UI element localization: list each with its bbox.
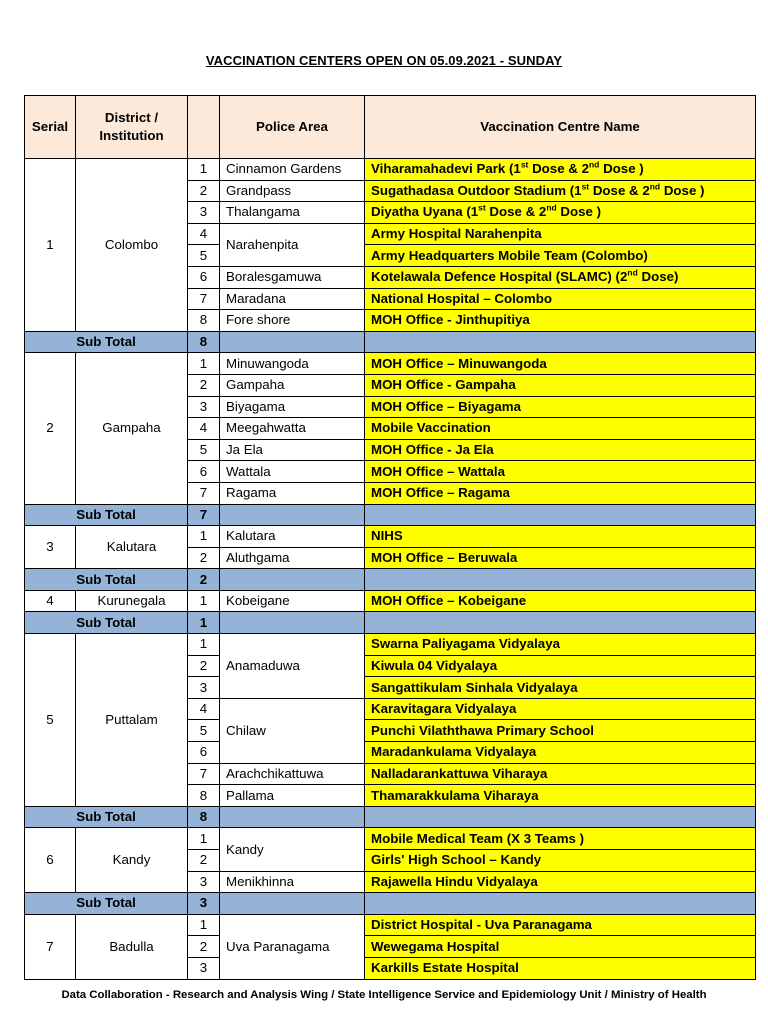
centre-cell: Kiwula 04 Vidyalaya [365, 655, 756, 677]
subtotal-row [25, 569, 756, 591]
superscript: st [520, 159, 529, 170]
serial-cell: 5 [25, 634, 76, 807]
header-serial: Serial [25, 96, 76, 159]
police-area-cell: Boralesgamuwa [220, 266, 365, 288]
subtotal-row [25, 331, 756, 353]
police-area-cell: Thalangama [220, 202, 365, 224]
police-area-cell: Anamaduwa [220, 634, 365, 699]
subtotal-empty [220, 612, 365, 634]
subtotal-empty [220, 893, 365, 915]
row-number: 1 [188, 353, 220, 375]
centre-cell: MOH Office – Wattala [365, 461, 756, 483]
header-police-area: Police Area [220, 96, 365, 159]
subtotal-empty [220, 569, 365, 591]
serial-cell: 2 [25, 353, 76, 504]
row-number: 3 [188, 871, 220, 893]
row-number: 6 [188, 266, 220, 288]
police-area-cell: Narahenpita [220, 223, 365, 266]
district-cell: Gampaha [76, 353, 188, 504]
subtotal-label: Sub Total [25, 612, 188, 634]
header-centre-name: Vaccination Centre Name [365, 96, 756, 159]
centre-cell [365, 266, 756, 288]
row-number: 7 [188, 482, 220, 504]
superscript: st [581, 181, 590, 192]
police-area-cell: Kalutara [220, 526, 365, 548]
centre-cell: Mobile Vaccination [365, 418, 756, 440]
header-district: District / Institution [76, 96, 188, 159]
police-area-cell: Chilaw [220, 698, 365, 763]
superscript: nd [649, 181, 661, 192]
centre-cell: Punchi Vilaththawa Primary School [365, 720, 756, 742]
subtotal-empty [365, 331, 756, 353]
row-number: 5 [188, 720, 220, 742]
centre-text: Dose ) [660, 182, 705, 198]
subtotal-value: 8 [188, 331, 220, 353]
subtotal-label: Sub Total [25, 569, 188, 591]
row-number: 2 [188, 547, 220, 569]
subtotal-empty [220, 504, 365, 526]
police-area-cell: Gampaha [220, 374, 365, 396]
table-header-row [25, 96, 756, 159]
police-area-cell: Pallama [220, 785, 365, 807]
row-number: 5 [188, 439, 220, 461]
police-area-cell: Meegahwatta [220, 418, 365, 440]
row-number: 6 [188, 742, 220, 764]
row-number: 1 [188, 590, 220, 612]
table-row [25, 353, 756, 375]
police-area-cell: Ja Ela [220, 439, 365, 461]
centre-cell [365, 180, 756, 202]
centre-cell: MOH Office – Ragama [365, 482, 756, 504]
centre-cell: Sangattikulam Sinhala Vidyalaya [365, 677, 756, 699]
row-number: 8 [188, 785, 220, 807]
subtotal-empty [365, 504, 756, 526]
centre-cell: Karkills Estate Hospital [365, 957, 756, 979]
table-row [25, 634, 756, 656]
row-number: 2 [188, 374, 220, 396]
superscript: nd [588, 159, 600, 170]
district-cell: Puttalam [76, 634, 188, 807]
row-number: 3 [188, 396, 220, 418]
row-number: 2 [188, 655, 220, 677]
centre-cell: Nalladarankattuwa Viharaya [365, 763, 756, 785]
row-number: 1 [188, 159, 220, 181]
centre-cell: MOH Office - Jinthupitiya [365, 310, 756, 332]
police-area-cell: Menikhinna [220, 871, 365, 893]
centre-cell: MOH Office – Beruwala [365, 547, 756, 569]
serial-cell: 6 [25, 828, 76, 893]
centre-text: Dose ) [556, 204, 602, 220]
row-number: 1 [188, 914, 220, 936]
row-number: 2 [188, 850, 220, 872]
row-number: 1 [188, 634, 220, 656]
table-row [25, 159, 756, 181]
subtotal-value: 7 [188, 504, 220, 526]
district-cell: Kurunegala [76, 590, 188, 612]
row-number: 2 [188, 180, 220, 202]
row-number: 3 [188, 957, 220, 979]
page-title: VACCINATION CENTERS OPEN ON 05.09.2021 - SUNDAY [205, 53, 563, 68]
centre-cell: Thamarakkulama Viharaya [365, 785, 756, 807]
police-area-cell: Biyagama [220, 396, 365, 418]
table-row [25, 526, 756, 548]
subtotal-empty [365, 806, 756, 828]
district-cell: Kalutara [76, 526, 188, 569]
serial-cell: 7 [25, 914, 76, 979]
subtotal-label: Sub Total [25, 806, 188, 828]
police-area-cell: Aluthgama [220, 547, 365, 569]
row-number: 5 [188, 245, 220, 267]
subtotal-row [25, 893, 756, 915]
centre-cell: Wewegama Hospital [365, 936, 756, 958]
subtotal-empty [220, 806, 365, 828]
centre-cell: Mobile Medical Team (X 3 Teams ) [365, 828, 756, 850]
footer-credits: Data Collaboration - Research and Analysis Wing / State Intelligence Service and Epidemiology Unit / Ministry of Health [61, 989, 707, 1001]
table-row [25, 914, 756, 936]
row-number: 6 [188, 461, 220, 483]
police-area-cell: Kandy [220, 828, 365, 871]
serial-cell: 3 [25, 526, 76, 569]
subtotal-row [25, 612, 756, 634]
district-cell: Badulla [76, 914, 188, 979]
centre-cell: Swarna Paliyagama Vidyalaya [365, 634, 756, 656]
centre-text: Sugathadasa Outdoor Stadium (1 [371, 182, 582, 198]
row-number: 4 [188, 223, 220, 245]
header-number [188, 96, 220, 159]
police-area-cell: Cinnamon Gardens [220, 159, 365, 181]
subtotal-empty [365, 612, 756, 634]
row-number: 7 [188, 763, 220, 785]
row-number: 3 [188, 677, 220, 699]
police-area-cell: Kobeigane [220, 590, 365, 612]
centre-text: Diyatha Uyana (1 [371, 204, 479, 220]
centre-cell: MOH Office - Ja Ela [365, 439, 756, 461]
centre-text: Dose & 2 [528, 161, 589, 177]
centre-cell: Maradankulama Vidyalaya [365, 742, 756, 764]
table-row [25, 828, 756, 850]
centre-cell: MOH Office – Minuwangoda [365, 353, 756, 375]
centre-text: Dose & 2 [589, 182, 650, 198]
row-number: 7 [188, 288, 220, 310]
centre-cell [365, 202, 756, 224]
centre-text: Dose & 2 [485, 204, 547, 220]
police-area-cell: Grandpass [220, 180, 365, 202]
centre-cell: Army Headquarters Mobile Team (Colombo) [365, 245, 756, 267]
centre-text: Viharamahadevi Park (1 [371, 161, 521, 177]
row-number: 2 [188, 936, 220, 958]
subtotal-value: 2 [188, 569, 220, 591]
row-number: 4 [188, 698, 220, 720]
subtotal-label: Sub Total [25, 893, 188, 915]
vaccination-centers-table [24, 95, 756, 980]
district-cell: Colombo [76, 159, 188, 332]
row-number: 8 [188, 310, 220, 332]
centre-cell: Army Hospital Narahenpita [365, 223, 756, 245]
subtotal-empty [365, 569, 756, 591]
row-number: 4 [188, 418, 220, 440]
police-area-cell: Minuwangoda [220, 353, 365, 375]
police-area-cell: Maradana [220, 288, 365, 310]
police-area-cell: Arachchikattuwa [220, 763, 365, 785]
centre-text: Kotelawala Defence Hospital (SLAMC) (2 [371, 269, 628, 285]
superscript: nd [546, 203, 557, 214]
row-number: 1 [188, 828, 220, 850]
centre-text: Dose) [637, 269, 679, 285]
police-area-cell: Ragama [220, 482, 365, 504]
centre-cell: Girls' High School – Kandy [365, 850, 756, 872]
police-area-cell: Uva Paranagama [220, 914, 365, 979]
police-area-cell: Fore shore [220, 310, 365, 332]
centre-cell: Rajawella Hindu Vidyalaya [365, 871, 756, 893]
subtotal-row [25, 504, 756, 526]
superscript: st [478, 203, 486, 214]
subtotal-row [25, 806, 756, 828]
serial-cell: 4 [25, 590, 76, 612]
superscript: nd [627, 267, 638, 278]
centre-cell [365, 159, 756, 181]
subtotal-value: 1 [188, 612, 220, 634]
subtotal-empty [365, 893, 756, 915]
centre-cell: Karavitagara Vidyalaya [365, 698, 756, 720]
centre-text: Dose ) [599, 161, 644, 177]
subtotal-value: 3 [188, 893, 220, 915]
subtotal-label: Sub Total [25, 331, 188, 353]
subtotal-label: Sub Total [25, 504, 188, 526]
centre-cell: MOH Office – Kobeigane [365, 590, 756, 612]
centre-cell: District Hospital - Uva Paranagama [365, 914, 756, 936]
police-area-cell: Wattala [220, 461, 365, 483]
centre-cell: MOH Office – Biyagama [365, 396, 756, 418]
row-number: 3 [188, 202, 220, 224]
serial-cell: 1 [25, 159, 76, 332]
district-cell: Kandy [76, 828, 188, 893]
centre-cell: NIHS [365, 526, 756, 548]
subtotal-empty [220, 331, 365, 353]
table-row [25, 590, 756, 612]
centre-cell: MOH Office - Gampaha [365, 374, 756, 396]
centre-cell: National Hospital – Colombo [365, 288, 756, 310]
subtotal-value: 8 [188, 806, 220, 828]
row-number: 1 [188, 526, 220, 548]
